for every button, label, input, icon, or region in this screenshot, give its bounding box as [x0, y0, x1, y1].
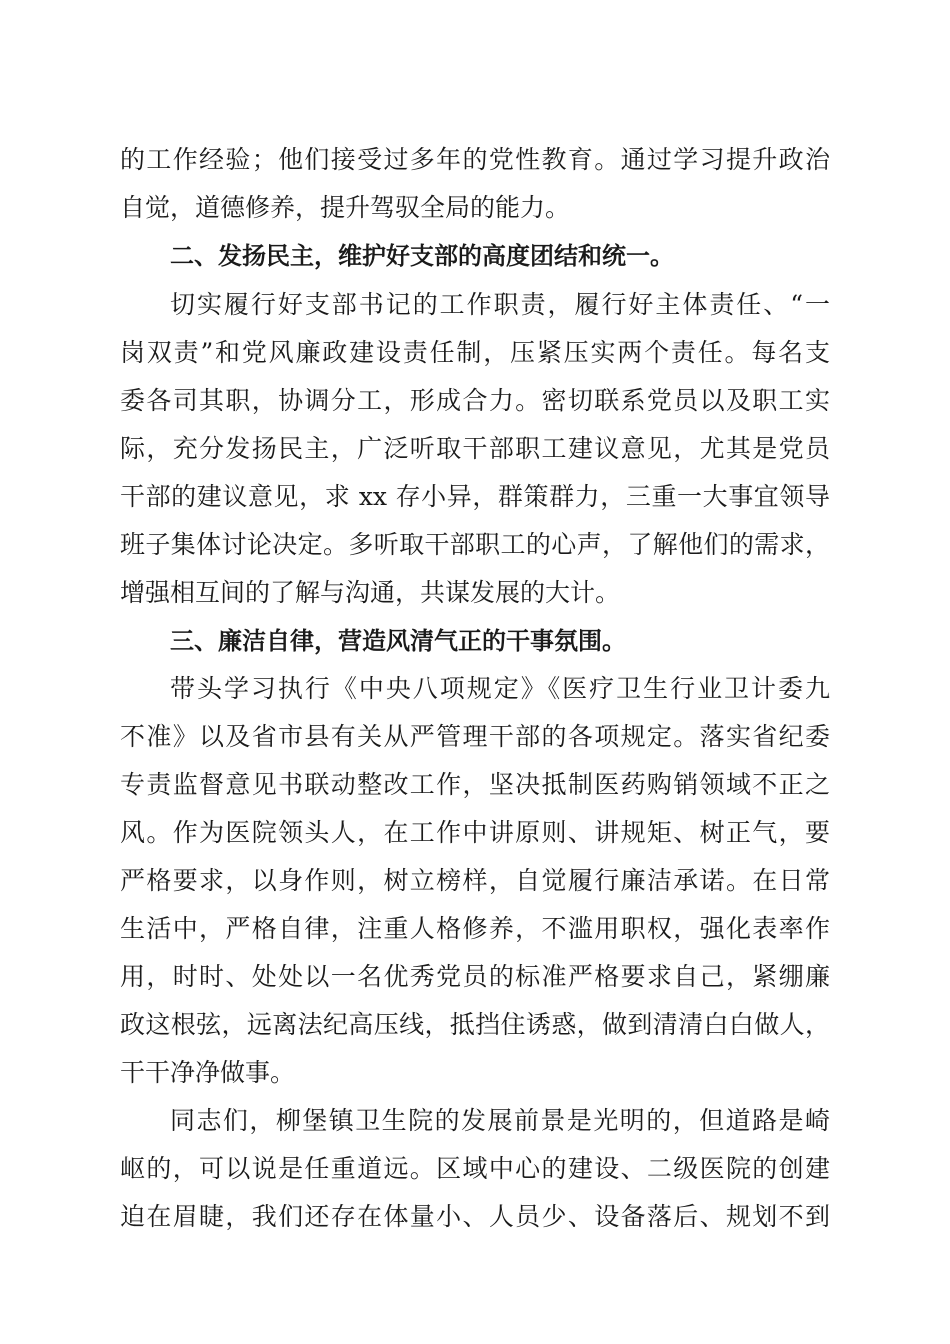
body-text-line: 增强相互间的了解与沟通，共谋发展的大计。 [120, 578, 621, 607]
body-text-line: 际，充分发扬民主，广泛听取干部职工建议意见，尤其是党员 [120, 434, 830, 463]
body-text-line: 不准》以及省市县有关从严管理干部的各项规定。落实省纪委 [120, 722, 830, 751]
body-text-line: 同志们，柳堡镇卫生院的发展前景是光明的，但道路是崎 [170, 1106, 830, 1135]
body-text-line: 风。作为医院领头人，在工作中讲原则、讲规矩、树正气，要 [120, 818, 830, 847]
body-text-line: 岖的，可以说是任重道远。区域中心的建设、二级医院的创建 [120, 1154, 830, 1183]
body-text-line: 带头学习执行《中央八项规定》《医疗卫生行业卫计委九 [170, 674, 830, 703]
body-text-line: 干干净净做事。 [120, 1058, 296, 1087]
body-text-line: 自觉，道德修养，提升驾驭全局的能力。 [120, 193, 571, 222]
body-text-line: 迫在眉睫，我们还存在体量小、人员少、设备落后、规划不到 [120, 1202, 830, 1231]
body-text-line: 干部的建议意见，求 xx 存小异，群策群力，三重一大事宜领导 [120, 482, 830, 511]
section-heading: 三、廉洁自律，营造风清气正的干事氛围。 [170, 627, 626, 655]
body-text-line: 班子集体讨论决定。多听取干部职工的心声，了解他们的需求， [120, 530, 830, 559]
body-text-line: 严格要求，以身作则，树立榜样，自觉履行廉洁承诺。在日常 [120, 866, 830, 895]
body-text-line: 生活中，严格自律，注重人格修养，不滥用职权，强化表率作 [120, 914, 830, 943]
body-text-line: 切实履行好支部书记的工作职责，履行好主体责任、“一 [170, 290, 830, 319]
body-text-line: 岗双责”和党风廉政建设责任制，压紧压实两个责任。每名支 [120, 338, 830, 367]
body-text-line: 用，时时、处处以一名优秀党员的标准严格要求自己，紧绷廉 [120, 962, 830, 991]
body-text-line: 专责监督意见书联动整改工作，坚决抵制医药购销领域不正之 [120, 770, 830, 799]
body-text-line: 的工作经验；他们接受过多年的党性教育。通过学习提升政治 [120, 145, 830, 174]
body-text-line: 委各司其职，协调分工，形成合力。密切联系党员以及职工实 [120, 386, 830, 415]
body-text-line: 政这根弦，远离法纪高压线，抵挡住诱惑，做到清清白白做人， [120, 1010, 830, 1039]
section-heading: 二、发扬民主，维护好支部的高度团结和统一。 [170, 242, 674, 270]
